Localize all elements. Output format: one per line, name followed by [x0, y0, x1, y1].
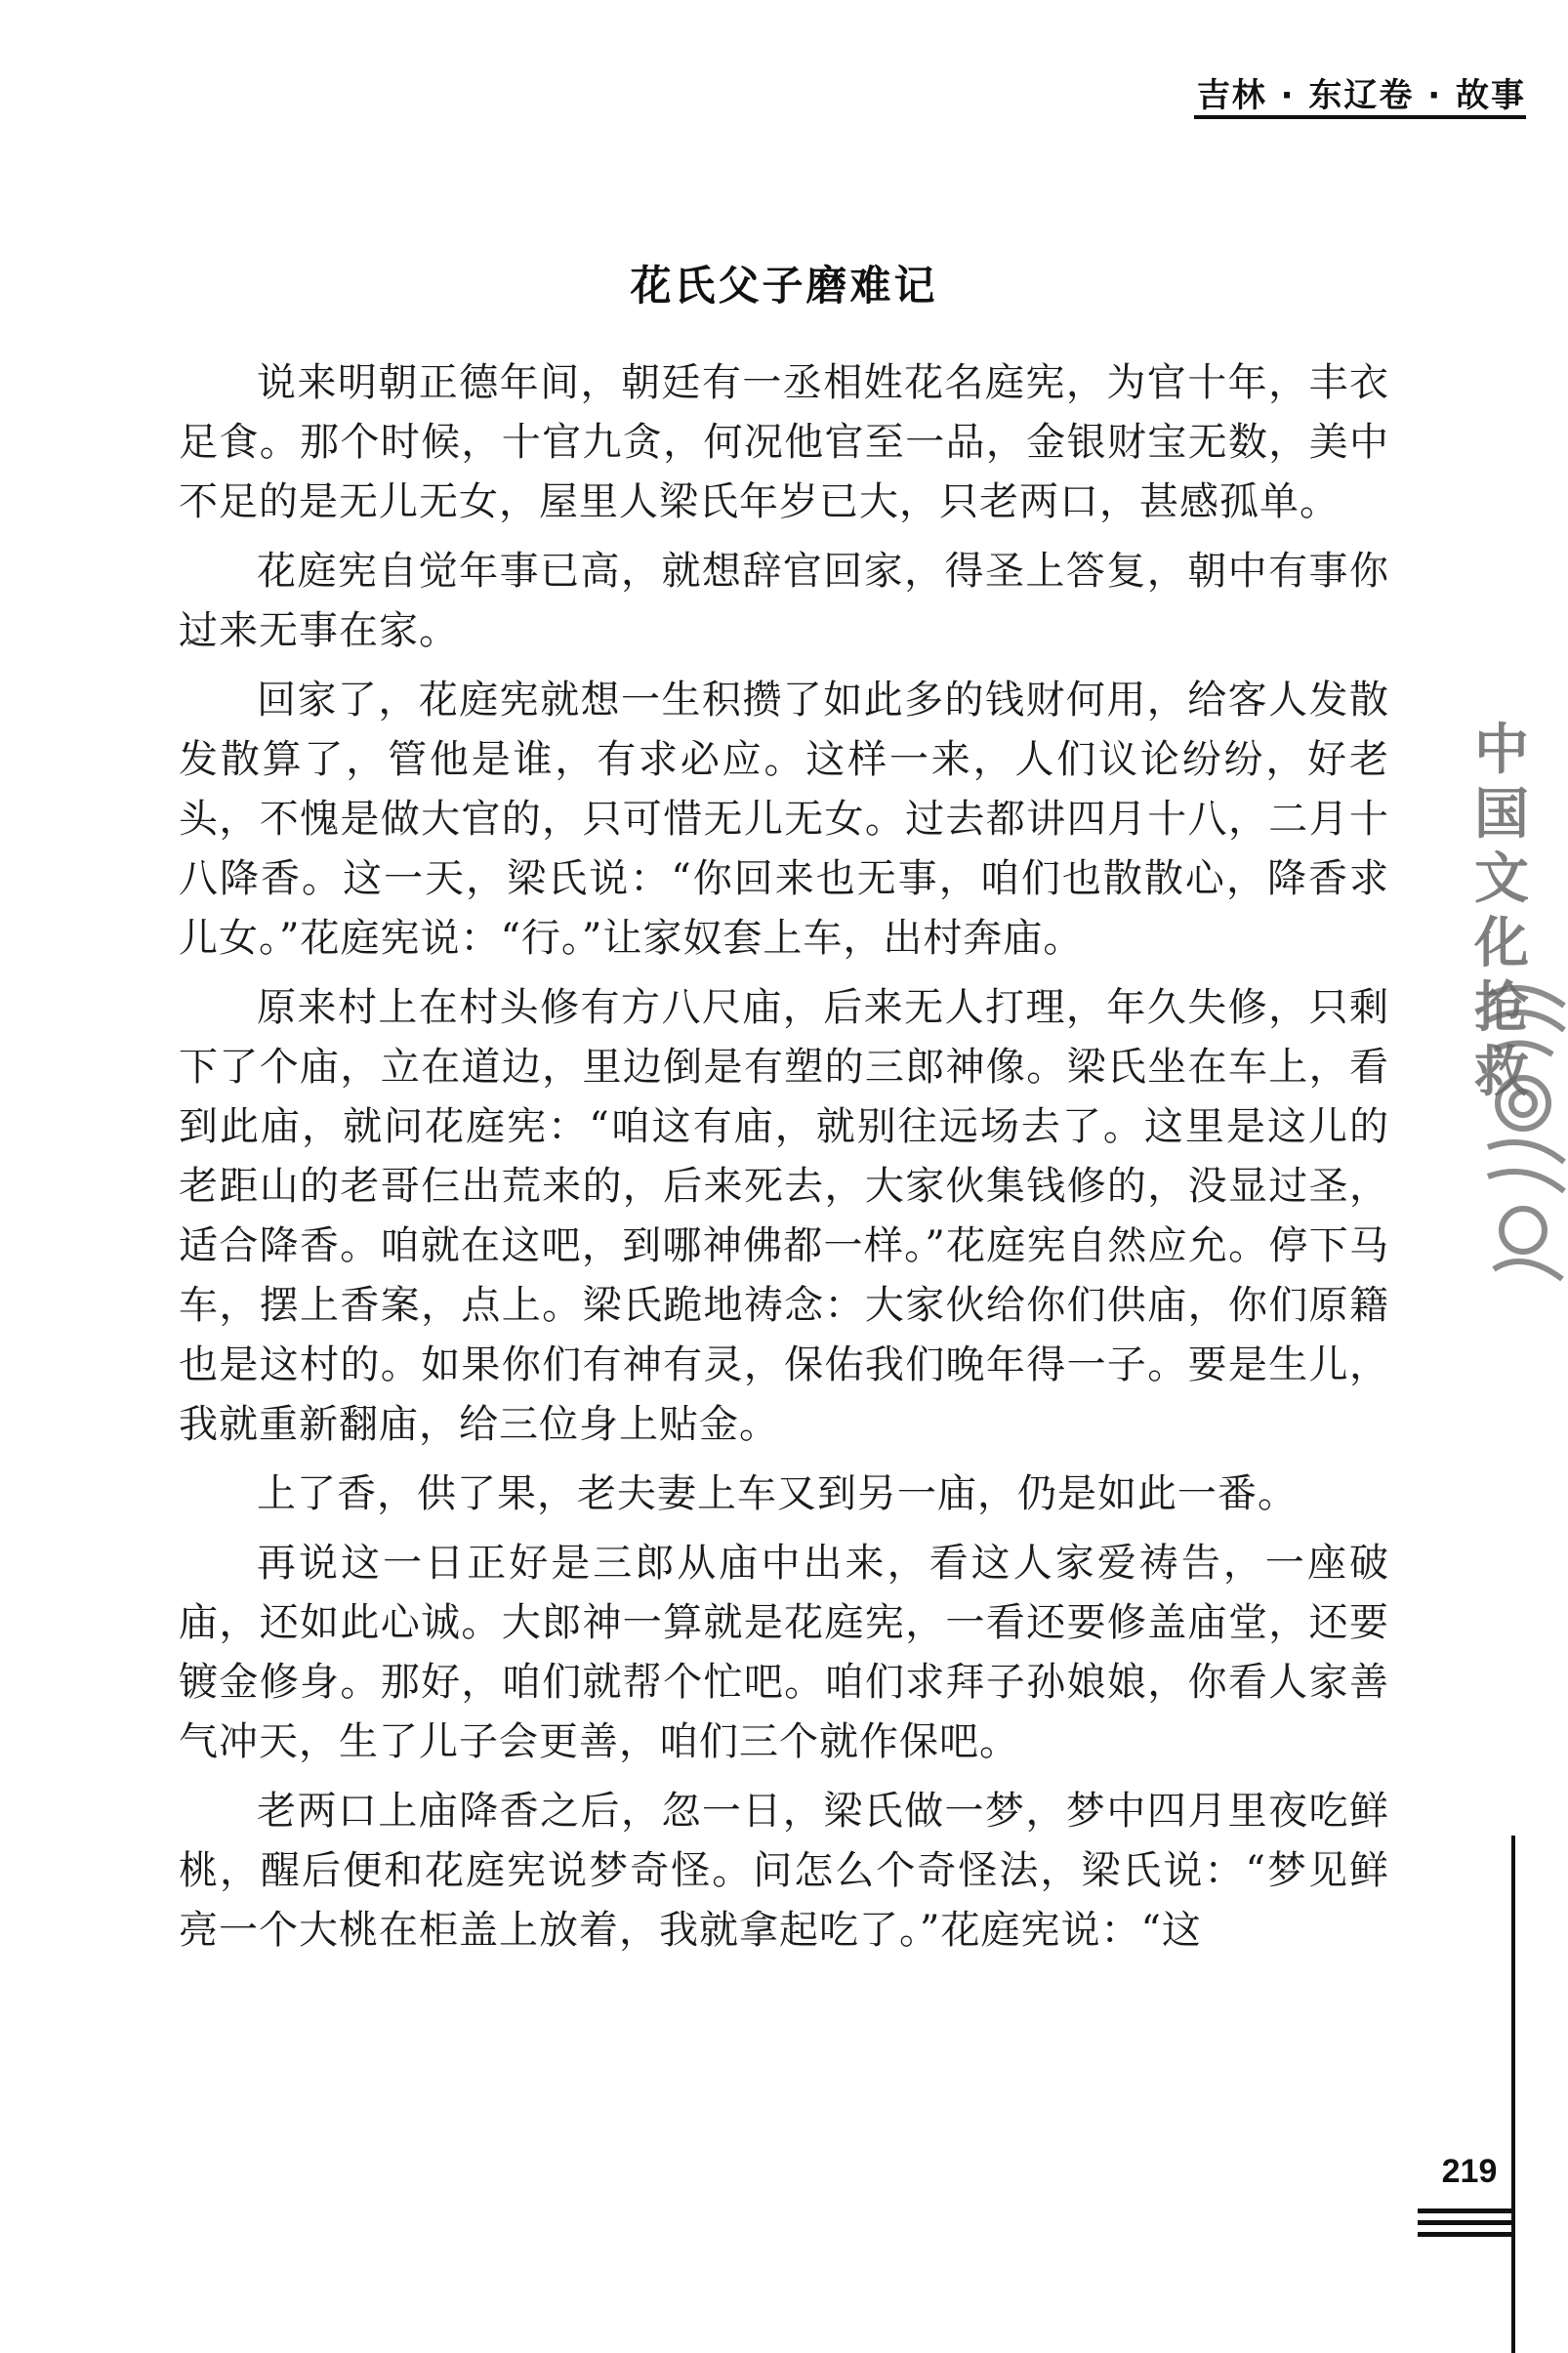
- paragraph: 说来明朝正德年间，朝廷有一丞相姓花名庭宪，为官十年，丰衣足食。那个时候，十官九贪，何况他官至一品，金银财宝无数，美中不足的是无儿无女，屋里人梁氏年岁已大，只老两口，甚感孤单。: [179, 360, 1389, 524]
- page-number-rules: [1418, 2209, 1511, 2244]
- paragraph: 原来村上在村头修有方八尺庙，后来无人打理，年久失修，只剩下了个庙，立在道边，里边倒是有塑的三郎神像。梁氏坐在车上，看到此庙，就问花庭宪：“咱这有庙，就别往远场去了。这里是这儿的老距山的老哥仨出荒来的，后来死去，大家伙集钱修的，没显过圣，适合降香。咱就在这吧，到哪神佛都一样。”花庭宪自然应允。停下马车，摆上香案，点上。梁氏跪地祷念：大家伙给你们供庙，你们原籍也是这村的。如果你们有神有灵，保佑我们晚年得一子。要是生儿，我就重新翻庙，给三位身上贴金。: [179, 985, 1389, 1447]
- story-title: 花氏父子磨难记: [630, 262, 938, 310]
- side-tab-char: 救: [1474, 1040, 1529, 1104]
- header-rule: [1194, 115, 1526, 119]
- paragraph: 上了香，供了果，老夫妻上车又到另一庙，仍是如此一番。: [257, 1471, 1298, 1516]
- story-body: [179, 353, 1389, 1970]
- page-rule-line: [1418, 2209, 1511, 2213]
- paragraph: 花庭宪自觉年事已高，就想辞官回家，得圣上答复，朝中有事你过来无事在家。: [179, 549, 1389, 653]
- running-header: 吉林 · 东辽卷 · 故事: [1196, 76, 1526, 115]
- side-tab-char: 国: [1474, 782, 1529, 846]
- side-tab-char: 中: [1474, 718, 1529, 782]
- side-ornament-icon: [1484, 976, 1568, 1289]
- paragraph: 回家了，花庭宪就想一生积攒了如此多的钱财何用，给客人发散发散算了，管他是谁，有求必应。这样一来，人们议论纷纷，好老头，不愧是做大官的，只可惜无儿无女。过去都讲四月十八，二月十八降香。这一天，梁氏说：“你回来也无事，咱们也散散心，降香求儿女。”花庭宪说：“行。”让家奴套上车，出村奔庙。: [179, 678, 1389, 961]
- side-tab-char: 抢: [1474, 975, 1529, 1040]
- margin-rule: [1511, 1836, 1515, 2353]
- page-number: 219: [1441, 2153, 1498, 2190]
- page-rule-line: [1418, 2220, 1511, 2225]
- paragraph: 再说这一日正好是三郎从庙中出来，看这人家爱祷告，一座破庙，还如此心诚。大郎神一算就是花庭宪，一看还要修盖庙堂，还要镀金修身。那好，咱们就帮个忙吧。咱们求拜子孙娘娘，你看人家善气冲天，生了儿子会更善，咱们三个就作保吧。: [179, 1541, 1389, 1764]
- page-rule-line: [1418, 2232, 1511, 2237]
- side-tab-char: 文: [1474, 846, 1529, 911]
- side-tab-char: 化: [1474, 911, 1529, 975]
- paragraph: 老两口上庙降香之后，忽一日，梁氏做一梦，梦中四月里夜吃鲜桃，醒后便和花庭宪说梦奇怪。问怎么个奇怪法，梁氏说：“梦见鲜亮一个大桃在柜盖上放着，我就拿起吃了。”花庭宪说：“这: [179, 1789, 1389, 1953]
